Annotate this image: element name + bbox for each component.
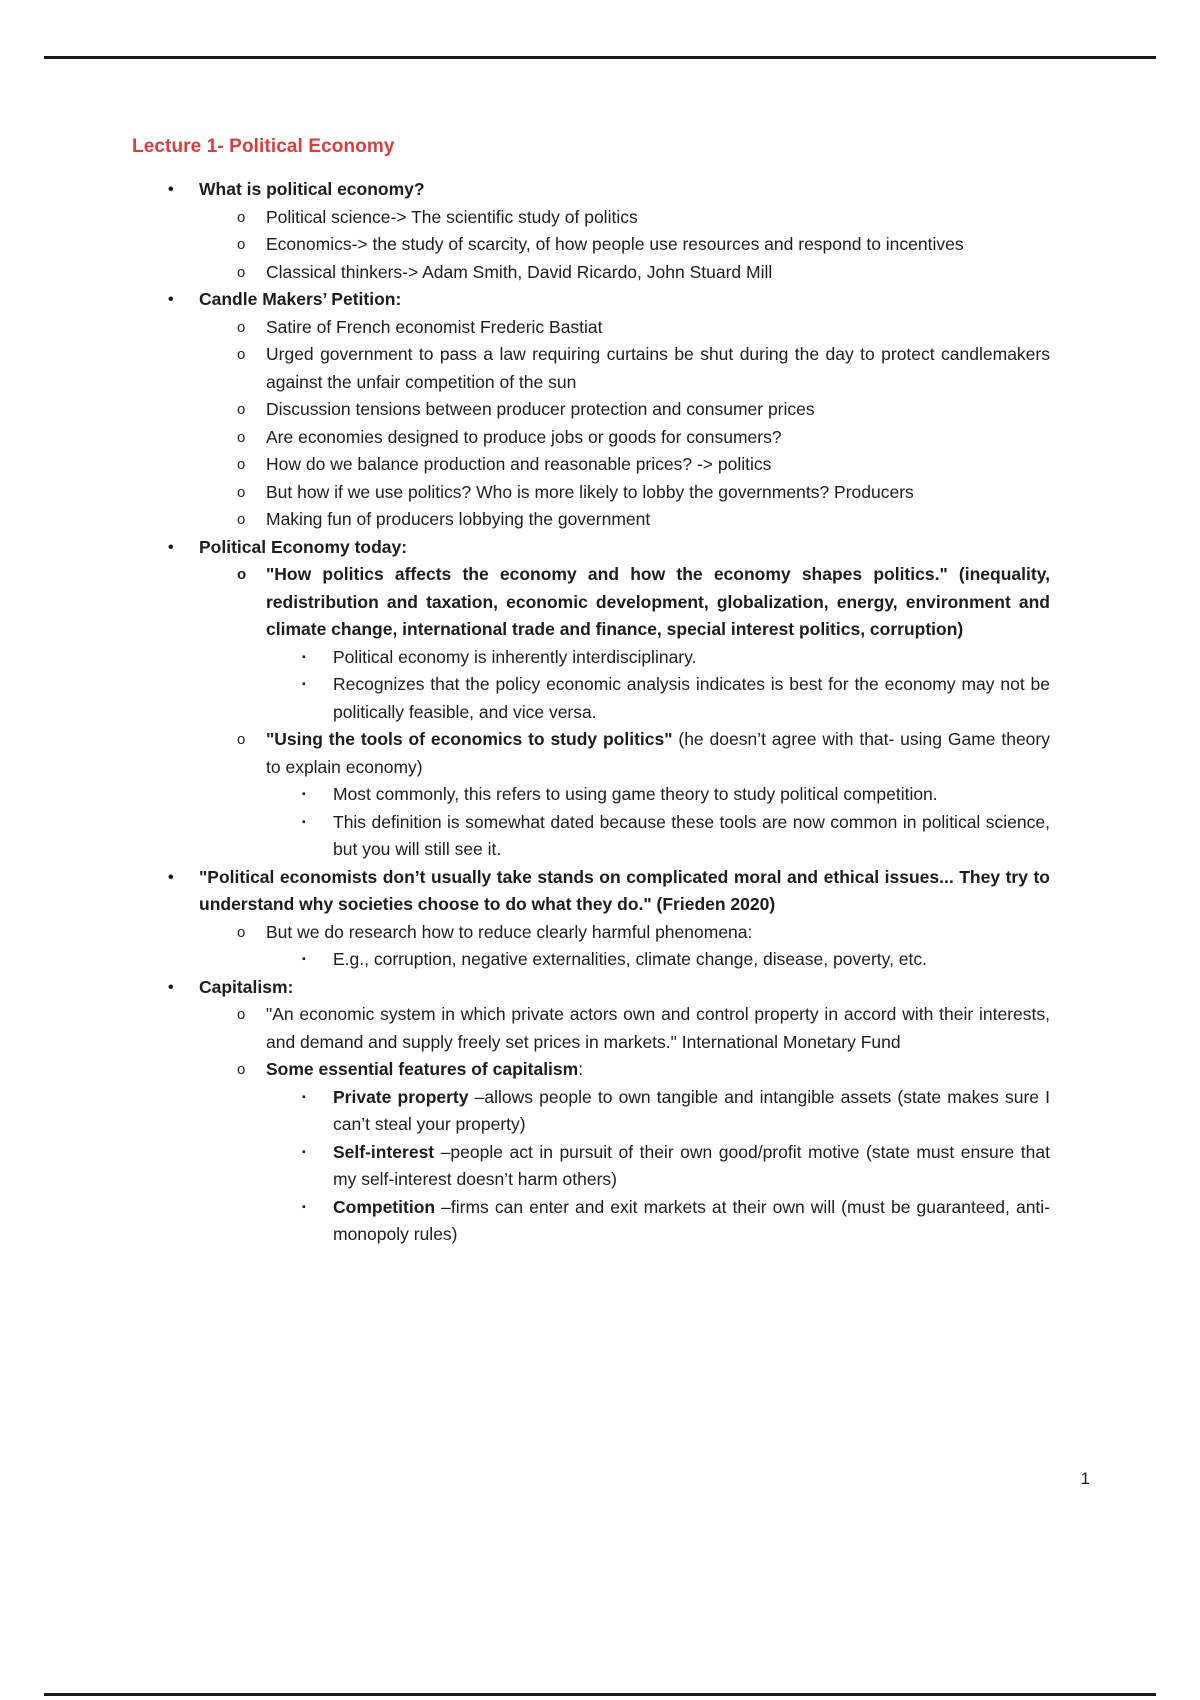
level1-bullet-icon: •: [168, 978, 174, 996]
level1-bullet-icon: •: [168, 868, 174, 886]
list-item-text: Candle Makers’ Petition:: [199, 289, 402, 309]
list-item: [132, 781, 1050, 809]
list-item-text: Competition: [333, 1196, 436, 1217]
list-item: [132, 1084, 1050, 1139]
list-item-text: Urged government to pass a law requiring curtains be shut during the day to protect candlemakers against the unfair competition of the sun: [266, 344, 1050, 392]
level3-square-icon: ▪: [302, 815, 306, 828]
list-item: [132, 919, 1050, 947]
level1-bullet-icon: •: [168, 538, 174, 556]
list-item-text: Most commonly, this refers to using game theory to study political competition.: [333, 784, 938, 804]
level2-circle-icon: o: [237, 236, 246, 253]
level2-circle-icon: o: [237, 263, 246, 281]
list-item-text: Political science-> The scientific study of politics: [266, 206, 638, 227]
level2-circle-icon: o: [237, 456, 246, 473]
list-item: [132, 479, 1050, 507]
list-item: [132, 726, 1050, 781]
list-item: [132, 259, 1050, 287]
list-item: [132, 561, 1050, 644]
level3-square-icon: ▪: [302, 678, 306, 690]
list-item-text: Some essential features of capitalism: [266, 1059, 579, 1079]
level2-circle-icon: o: [237, 483, 246, 501]
list-item: [132, 1056, 1050, 1084]
list-item-text: Classical thinkers-> Adam Smith, David Ricardo, John Stuard Mill: [266, 261, 773, 282]
level2-circle-icon: o: [237, 428, 246, 446]
list-item-text: "An economic system in which private actors own and control property in accord with their interests, and demand and supply freely set prices in markets." International Monetary Fund: [266, 1004, 1050, 1052]
level3-square-icon: ▪: [302, 953, 306, 965]
list-item: [132, 1001, 1050, 1056]
list-item-text: Discussion tensions between producer protection and consumer prices: [266, 399, 815, 419]
list-item: [132, 946, 1050, 974]
list-item-text: –allows people to own tangible and intangible assets (state makes sure I can’t steal your property): [333, 1086, 1051, 1134]
list-item-text: Satire of French economist Frederic Bastiat: [266, 316, 603, 337]
lecture-notes: [132, 133, 1050, 1249]
list-item: [132, 506, 1050, 534]
level2-circle-icon: o: [237, 346, 246, 363]
list-item-text: E.g., corruption, negative externalities, climate change, disease, poverty, etc.: [333, 949, 928, 969]
level2-circle-icon: o: [237, 1006, 246, 1023]
level3-square-icon: ▪: [302, 1200, 306, 1213]
list-item: [132, 314, 1050, 342]
level2-circle-icon: o: [237, 401, 246, 418]
list-item: [132, 176, 1050, 204]
level2-circle-icon: o: [237, 318, 246, 336]
list-item-text: Political Economy today:: [199, 536, 408, 557]
list-item-text: "Political economists don’t usually take stands on complicated moral and ethical issues... They try to understand why societies choose to do what they do." (Frieden 2020): [199, 866, 1050, 914]
level2-circle-icon: o: [237, 208, 246, 226]
list-item-text: Economics-> the study of scarcity, of how people use resources and respond to incentives: [266, 234, 964, 254]
list-item-text: What is political economy?: [199, 179, 425, 199]
page-number: 1: [1080, 1469, 1090, 1488]
list-item-text: Self-interest: [333, 1141, 435, 1162]
list-item-text: –firms can enter and exit markets at their own will (must be guaranteed, anti-monopoly rules): [333, 1196, 1050, 1244]
list-item-text: –people act in pursuit of their own good/profit motive (state must ensure that my self-interest doesn’t harm others): [333, 1141, 1050, 1189]
list-item-text: How do we balance production and reasonable prices? -> politics: [266, 454, 772, 474]
list-item-text: Private property: [333, 1086, 469, 1107]
level1-bullet-icon: •: [168, 181, 174, 198]
list-item: [132, 231, 1050, 259]
list-item-text: Making fun of producers lobbying the government: [266, 509, 651, 529]
list-item: [132, 204, 1050, 232]
list-item-text: "Using the tools of economics to study politics": [266, 729, 673, 749]
list-item: [132, 286, 1050, 314]
level3-square-icon: ▪: [302, 650, 306, 663]
top-rule: [44, 56, 1156, 59]
list-item: [132, 451, 1050, 479]
lecture-title: Lecture 1- Political Economy: [132, 136, 395, 157]
list-item: [132, 671, 1050, 726]
list-item: [132, 424, 1050, 452]
level2-circle-icon: o: [237, 566, 247, 583]
list-item: [132, 644, 1050, 672]
list-item: [132, 864, 1050, 919]
level3-square-icon: ▪: [302, 788, 306, 800]
list-item: [132, 1139, 1050, 1194]
list-item: [132, 341, 1050, 396]
list-item-text: But how if we use politics? Who is more likely to lobby the governments? Producers: [266, 481, 914, 502]
list-item: [132, 1194, 1050, 1249]
level2-circle-icon: o: [237, 731, 246, 748]
level2-circle-icon: o: [237, 923, 246, 941]
list-item-text: This definition is somewhat dated because these tools are now common in political science, but you will still see it.: [333, 811, 1050, 859]
list-item-text: Are economies designed to produce jobs or goods for consumers?: [266, 426, 782, 447]
list-item-text: But we do research how to reduce clearly harmful phenomena:: [266, 921, 753, 942]
list-item-text: :: [578, 1059, 584, 1079]
list-item: [132, 809, 1050, 864]
list-item-text: (he doesn’t agree with that- using Game theory to explain economy): [266, 729, 1050, 777]
list-item-text: Recognizes that the policy economic analysis indicates is best for the economy may not be politically feasible, and vice versa.: [333, 674, 1050, 722]
list-item-text: Capitalism:: [199, 976, 294, 997]
list-item: [132, 396, 1050, 424]
list-item-text: Political economy is inherently interdisciplinary.: [333, 646, 697, 667]
level3-square-icon: ▪: [302, 1145, 306, 1158]
list-item: [132, 974, 1050, 1002]
level1-bullet-icon: •: [168, 291, 174, 308]
list-item-text: "How politics affects the economy and how the economy shapes politics." (inequality, redistribution and taxation, economic development, globalization, energy, environment and climate change, international trade and finance, special interest politics, corruption): [266, 564, 1050, 639]
level2-circle-icon: o: [237, 1061, 246, 1078]
level3-square-icon: ▪: [302, 1090, 306, 1103]
list-item: [132, 534, 1050, 562]
level2-circle-icon: o: [237, 511, 246, 528]
bottom-rule: [44, 1693, 1156, 1696]
